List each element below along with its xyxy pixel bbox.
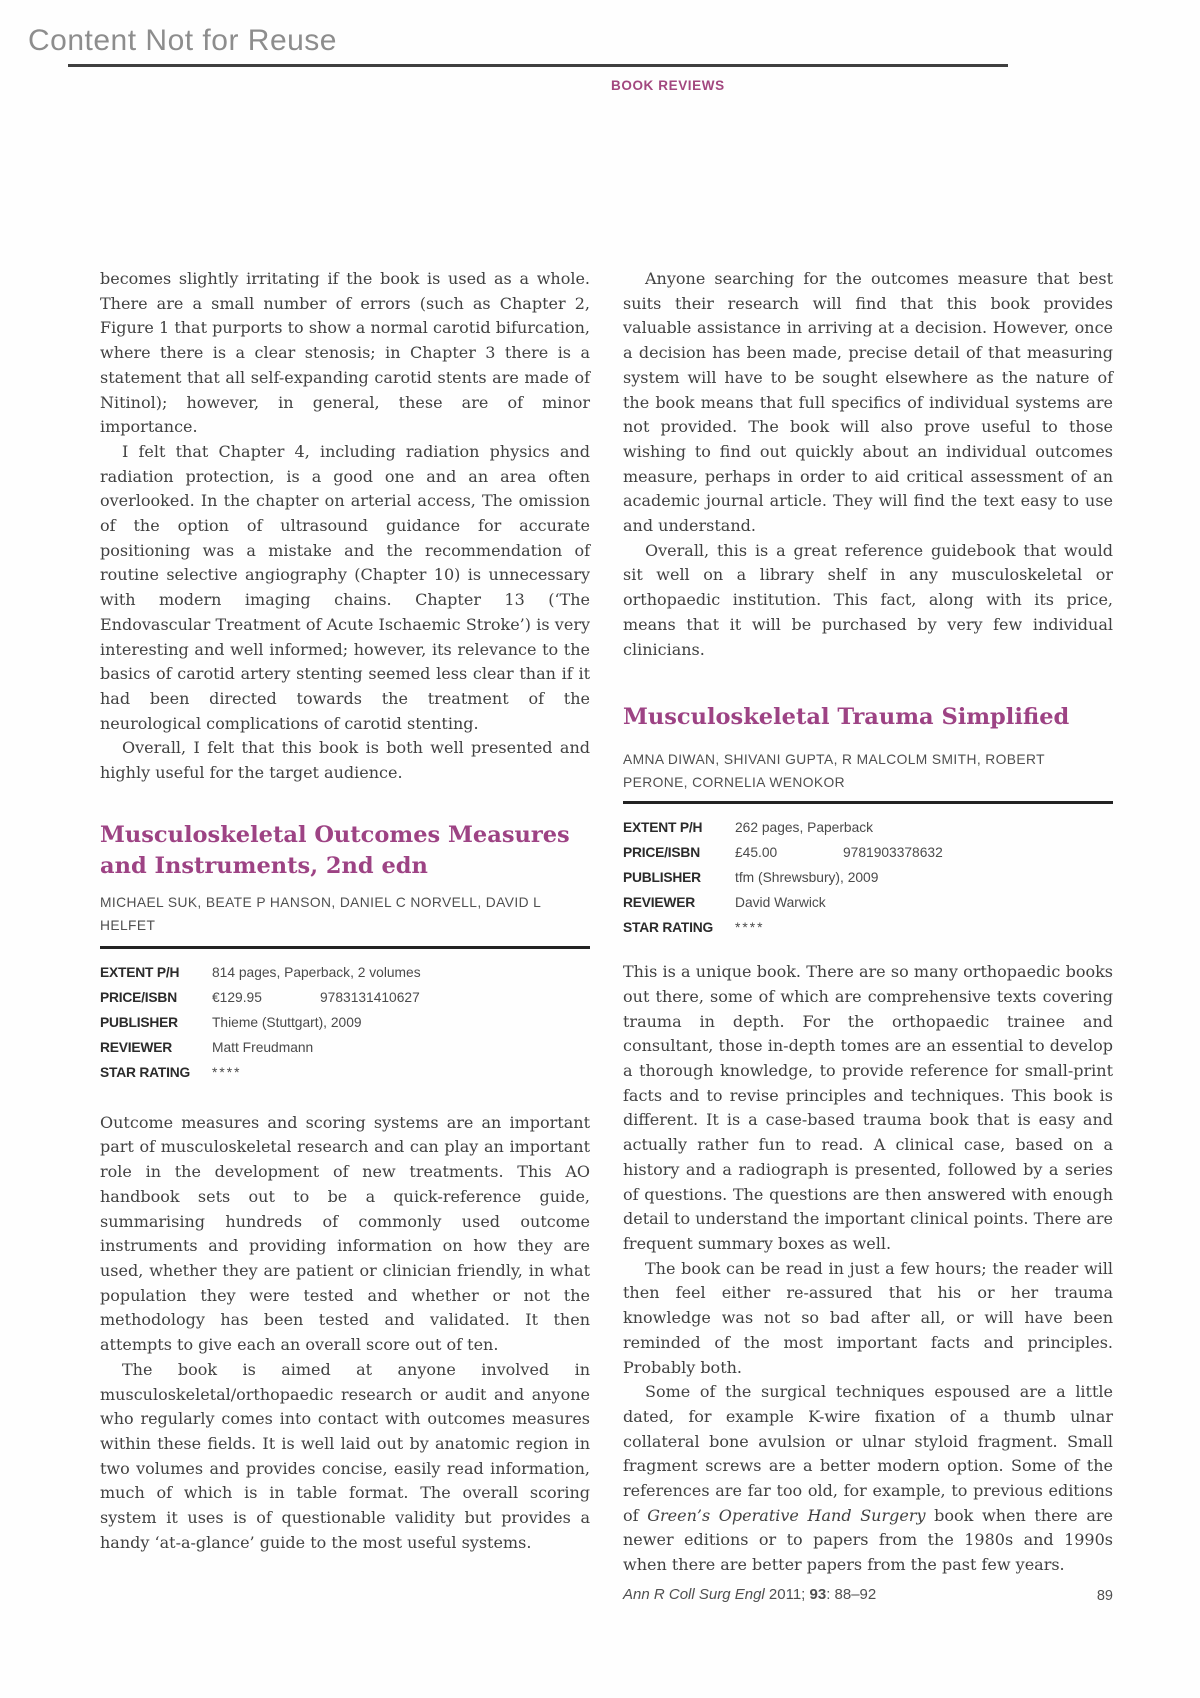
review-body: [623, 960, 1113, 1578]
content-not-for-reuse-watermark: Content Not for Reuse: [28, 24, 337, 57]
body-paragraph: Some of the surgical techniques espoused are a little dated, for example K-wire fixation of a thumb ulnar collateral bone avulsion or ulnar styloid fragment. Small fragment screws are a better modern option. Some of the references are far too old, for example, to previous editions of Green’s Operative Hand Surgery book when there are newer editions or to papers from the 1980s and 1990s when there are better papers from the past few years.: [623, 1382, 1114, 1575]
detail-row-price-isbn: [623, 840, 1113, 865]
detail-row-publisher: [623, 865, 1113, 890]
detail-label: PUBLISHER: [100, 1014, 178, 1030]
body-paragraph: Outcome measures and scoring systems are an important part of musculoskeletal research and can play an important role in the development of new treatments. This AO handbook sets out to be a quick-reference guide, summarising hundreds of commonly used outcome instruments and providing information on how they are used, whether they are patient or clinician friendly, in what population they were tested and whether or not the methodology has been tested and validated. It then attempts to give each an overall score out of ten.: [100, 1112, 590, 1355]
section-label-book-reviews: BOOK REVIEWS: [611, 78, 725, 93]
continuation-paragraph: I felt that Chapter 4, including radiation physics and radiation protection, is a good one and an area often overlooked. In the chapter on arterial access, The omission of the option of ultrasound guidance for accurate positioning was a mistake and the recommendation of routine selective angiography (Chapter 10) is unnecessary with modern imaging chains. Chapter 13 (‘The Endovascular Treatment of Acute Ischaemic Stroke’) is very interesting and well informed; however, its relevance to the basics of carotid artery stenting seemed less clear than if it had been directed towards the treatment of the neurological complications of carotid stenting.: [100, 441, 590, 733]
star-rating: ****: [212, 1064, 242, 1080]
continuation-paragraph: Overall, this is a great reference guidebook that would sit well on a library shelf in any musculoskeletal or orthopaedic institution. This fact, along with its price, means that it will be purchased by very few individual clinicians.: [623, 540, 1113, 659]
detail-value: Matt Freudmann: [212, 1039, 314, 1055]
page-number: 89: [1096, 1588, 1113, 1604]
detail-value: David Warwick: [735, 895, 826, 911]
price-value: €129.95: [212, 989, 262, 1005]
body-paragraph: The book can be read in just a few hours; the reader will then feel either re-assured that his or her trauma knowledge was not so bad after all, or will have been reminded of the most important facts and principles. Probably both.: [623, 1258, 1113, 1377]
detail-label: EXTENT P/H: [623, 820, 703, 836]
detail-row-extent: [623, 815, 1113, 840]
detail-label: EXTENT P/H: [100, 964, 180, 980]
detail-label: REVIEWER: [100, 1039, 172, 1055]
detail-label: PRICE/ISBN: [100, 989, 177, 1005]
detail-row-publisher: [100, 1010, 590, 1035]
detail-label: REVIEWER: [623, 895, 695, 911]
detail-label: STAR RATING: [100, 1064, 191, 1080]
detail-value: 814 pages, Paperback, 2 volumes: [212, 964, 421, 980]
header-rule: [68, 64, 1008, 67]
isbn-value: 9783131410627: [320, 989, 420, 1005]
review-authors: MICHAEL SUK, BEATE P HANSON, DANIEL C NORVELL, DAVID L HELFET: [100, 894, 541, 933]
detail-value: 262 pages, Paperback: [735, 820, 874, 836]
detail-row-reviewer: [100, 1035, 590, 1060]
body-paragraph: This is a unique book. There are so many orthopaedic books out there, some of which are comprehensive texts covering trauma in depth. For the orthopaedic trainee and consultant, those in-depth tomes are an essential to develop a thorough knowledge, to provide reference for small-print facts and to revise principles and techniques. This book is different. It is a case-based trauma book that is easy and actually rather fun to read. A clinical case, based on a history and a radiograph is presented, followed by a series of questions. The questions are then answered with enough detail to understand the important clinical points. There are frequent summary boxes as well.: [623, 962, 1113, 1253]
detail-label: PUBLISHER: [623, 870, 701, 886]
body-paragraph: The book is aimed at anyone involved in musculoskeletal/orthopaedic research or audit and anyone who regularly comes into contact with outcomes measures within these fields. It is well laid out by anatomic region in two volumes and provides concise, easily read information, much of which is in table format. The overall scoring system it uses is of questionable validity but provides a handy ‘at-a-glance’ guide to the most useful systems.: [100, 1359, 590, 1552]
review-body: [100, 1111, 590, 1556]
continuation-paragraph: becomes slightly irritating if the book is used as a whole. There are a small number of errors (such as Chapter 2, Figure 1 that purports to show a normal carotid bifurcation, where there is a clear stenosis; in Chapter 3 there is a statement that all self-expanding carotid stents are made of Nitinol); however, in general, these are of minor importance.: [100, 269, 590, 437]
detail-row-reviewer: [623, 890, 1113, 915]
review-authors: AMNA DIWAN, SHIVANI GUPTA, R MALCOLM SMITH, ROBERT PERONE, CORNELIA WENOKOR: [623, 752, 1045, 791]
review-title: Musculoskeletal Trauma Simplified: [623, 704, 1070, 731]
detail-row-price-isbn: [100, 985, 590, 1010]
review-title: Musculoskeletal Outcomes Measures and Instruments, 2nd edn: [100, 821, 570, 879]
detail-row-star-rating: [100, 1060, 590, 1085]
continuation-paragraph: Anyone searching for the outcomes measure that best suits their research will find that this book provides valuable assistance in arriving at a decision. However, once a decision has been made, precise detail of that measuring system will have to be sought elsewhere as the nature of the book means that full specifics of individual systems are not provided. The book will also prove useful to those wishing to find out quickly about an individual outcomes measure, perhaps in order to aid critical assessment of an academic journal article. They will find the text easy to use and understand.: [623, 269, 1113, 536]
journal-citation: Ann R Coll Surg Engl 2011; 93: 88–92: [623, 1586, 877, 1603]
left-column: [100, 267, 590, 1555]
right-column: [623, 267, 1113, 1578]
detail-label: PRICE/ISBN: [623, 845, 700, 861]
detail-value: Thieme (Stuttgart), 2009: [212, 1014, 362, 1030]
detail-row-extent: [100, 960, 590, 985]
detail-label: STAR RATING: [623, 920, 714, 936]
price-value: £45.00: [735, 845, 778, 861]
book-details-table: [100, 946, 590, 1085]
isbn-value: 9781903378632: [843, 845, 943, 861]
detail-value: tfm (Shrewsbury), 2009: [735, 870, 879, 886]
book-details-table: [623, 801, 1113, 940]
star-rating: ****: [735, 920, 765, 936]
continuation-paragraph: Overall, I felt that this book is both well presented and highly useful for the target audience.: [100, 738, 590, 783]
detail-row-star-rating: [623, 915, 1113, 940]
